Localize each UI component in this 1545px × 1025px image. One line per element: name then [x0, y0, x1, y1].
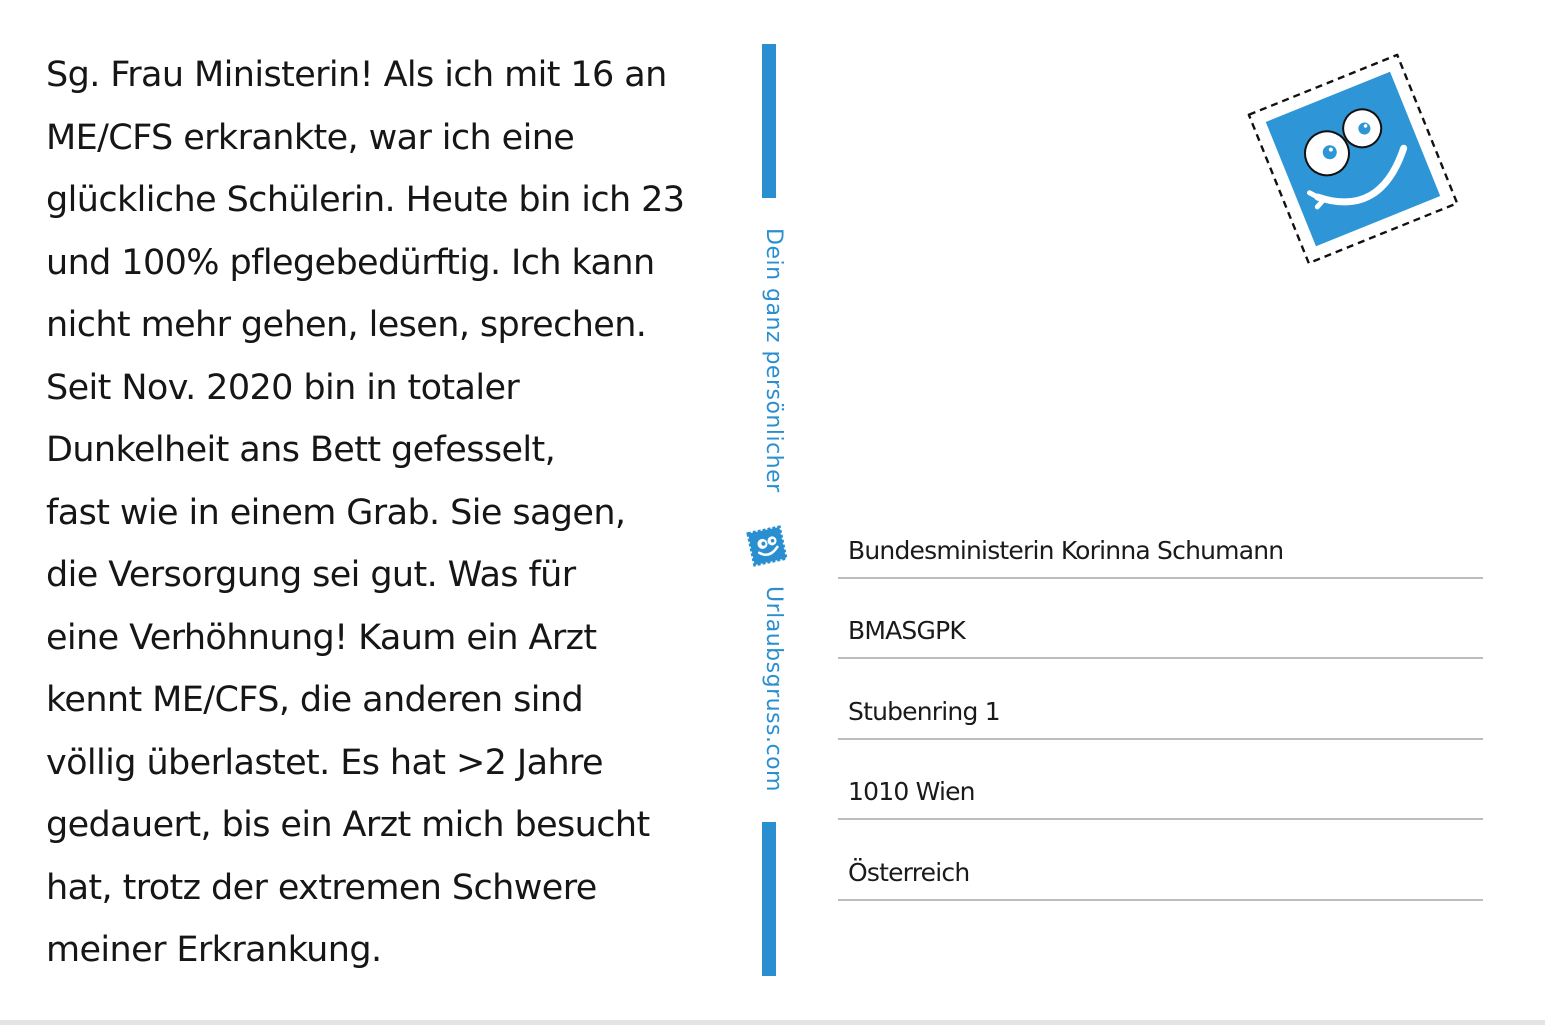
message-line: Sg. Frau Ministerin! Als ich mit 16 an: [46, 55, 667, 95]
address-line: [838, 820, 1483, 901]
message-line: eine Verhöhnung! Kaum ein Arzt: [46, 617, 597, 658]
divider-bar-bottom: [762, 822, 776, 976]
message-text: [46, 44, 766, 982]
brand-tagline: Dein ganz persönlicher: [761, 228, 786, 493]
address-line: [838, 740, 1483, 821]
message-line: völlig überlastet. Es hat >2 Jahre: [46, 742, 603, 783]
recipient-country: Österreich: [848, 857, 970, 887]
message-line: glückliche Schülerin. Heute bin ich 23: [46, 180, 685, 220]
message-line: die Versorgung sei gut. Was für: [46, 555, 576, 595]
message-line: meiner Erkrankung.: [46, 930, 382, 970]
message-line: gedauert, bis ein Arzt mich besucht: [46, 805, 650, 845]
message-line: fast wie in einem Grab. Sie sagen,: [46, 492, 626, 533]
message-line: kennt ME/CFS, die anderen sind: [46, 680, 584, 720]
divider-bar-top: [762, 44, 776, 198]
address-line: [838, 498, 1483, 579]
message-line: hat, trotz der extremen Schwere: [46, 867, 597, 908]
message-line: nicht mehr gehen, lesen, sprechen.: [46, 305, 647, 345]
address-line: [838, 579, 1483, 660]
message-line: und 100% pflegebedürftig. Ich kann: [46, 242, 655, 283]
smiley-logo-icon: [742, 521, 792, 571]
brand-website: Urlaubsgruss.com: [761, 586, 786, 792]
address-block: [838, 498, 1483, 901]
message-line: Dunkelheit ans Bett gefesselt,: [46, 430, 556, 470]
recipient-name: Bundesministerin Korinna Schumann: [848, 535, 1284, 565]
address-line: [838, 659, 1483, 740]
message-line: Seit Nov. 2020 bin in totaler: [46, 367, 520, 408]
card-bottom-edge: [0, 1020, 1545, 1025]
recipient-organization: BMASGPK: [848, 616, 965, 645]
recipient-street: Stubenring 1: [848, 696, 1000, 726]
recipient-city: 1010 Wien: [848, 777, 975, 806]
message-line: ME/CFS erkrankte, war ich eine: [46, 117, 575, 158]
smiley-stamp-icon: [1228, 34, 1478, 284]
